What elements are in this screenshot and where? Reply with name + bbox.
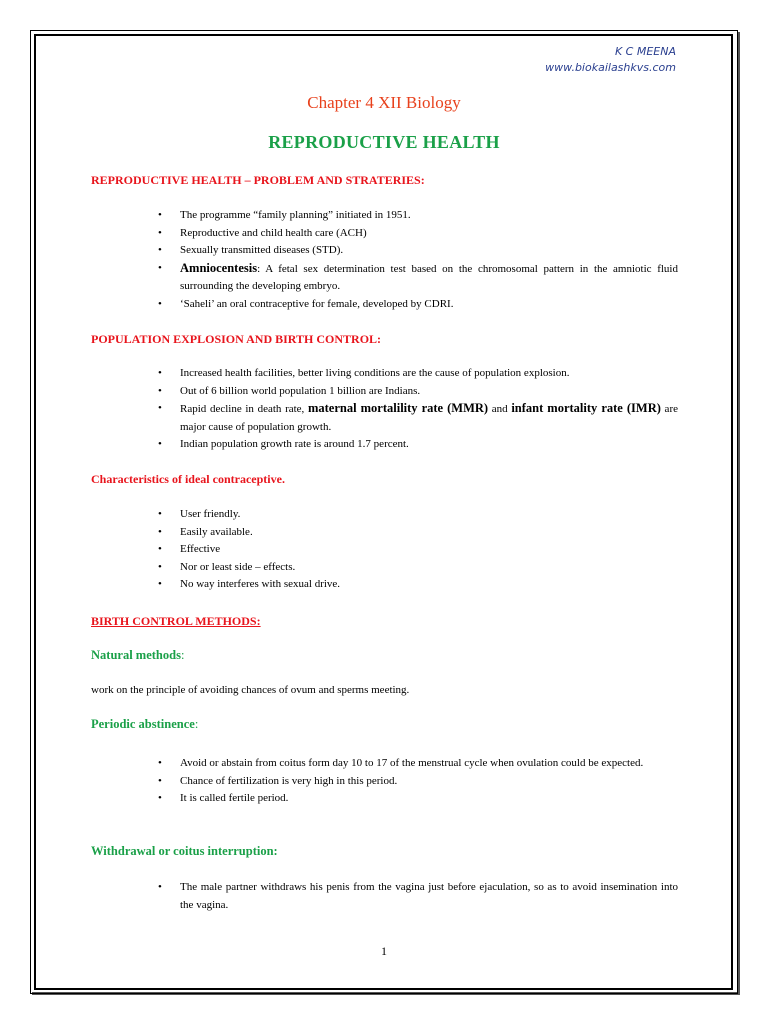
list-item: • Chance of fertilization is very high in this period. [158,773,678,791]
reproductive-health-list [158,207,678,313]
list-item: • Out of 6 billion world population 1 billion are Indians. [158,383,678,401]
list-item-amniocentesis: • Amniocentesis: A fetal sex determination test based on the chromosomal pattern in the amniotic fluid surrounding the developing embryo. [158,260,678,296]
page-title: REPRODUCTIVE HEALTH [268,132,500,152]
list-item: • The male partner withdraws his penis from the vagina just before ejaculation, so as to avoid insemination into the vagina. [158,879,678,914]
section-heading-population-explosion: POPULATION EXPLOSION AND BIRTH CONTROL: [91,332,382,346]
ideal-contraceptive-list [158,506,678,594]
list-item: • User friendly. [158,506,678,524]
amniocentesis-definition: A fetal sex determination test based on the chromosomal pattern in the amniotic fluid surrounding the developing embryo. [180,262,678,292]
subheading-withdrawal: Withdrawal or coitus interruption: [91,844,278,858]
list-item: • Indian population growth rate is around 1.7 percent. [158,436,678,454]
chapter-label: Chapter 4 XII Biology [307,93,461,112]
list-item: • Sexually transmitted diseases (STD). [158,242,678,260]
list-item: • Avoid or abstain from coitus form day 10 to 17 of the menstrual cycle when ovulation could be expected. [158,755,678,773]
list-item-mortality: • Rapid decline in death rate, maternal mortalility rate (MMR) and infant mortality rate (IMR) are major cause of population growth. [158,400,678,436]
term-mmr: maternal mortalility rate (MMR) [307,401,489,415]
section-heading-reproductive-health: REPRODUCTIVE HEALTH – PROBLEM AND STRATERIES: [91,173,425,187]
list-item: • Easily available. [158,524,678,542]
website-link[interactable]: www.biokailashkvs.com [545,61,676,74]
population-explosion-list [158,365,678,454]
section-heading-ideal-contraceptive: Characteristics of ideal contraceptive. [91,472,285,486]
author-name: K C MEENA [614,45,676,58]
term-imr: infant mortality rate (IMR) [511,401,661,415]
periodic-abstinence-list [158,755,678,808]
subheading-periodic-abstinence: Periodic abstinence: [91,717,199,731]
list-item: • Nor or least side – effects. [158,559,678,577]
list-item: • It is called fertile period. [158,790,678,808]
header-credit [545,44,676,76]
list-item: • No way interferes with sexual drive. [158,576,678,594]
natural-methods-text: work on the principle of avoiding chances of ovum and sperms meeting. [91,684,410,696]
subheading-natural-methods: Natural methods: [91,648,185,662]
section-heading-birth-control-methods: BIRTH CONTROL METHODS: [91,614,261,628]
list-item: • The programme “family planning” initiated in 1951. [158,207,678,225]
list-item: • Reproductive and child health care (ACH) [158,225,678,243]
list-item: • Increased health facilities, better living conditions are the cause of population explosion. [158,365,678,383]
page-number: 1 [381,944,387,958]
list-item: • ‘Saheli’ an oral contraceptive for female, developed by CDRI. [158,296,678,314]
list-item: • Effective [158,541,678,559]
term-amniocentesis: Amniocentesis [180,260,258,275]
withdrawal-list [158,879,678,914]
